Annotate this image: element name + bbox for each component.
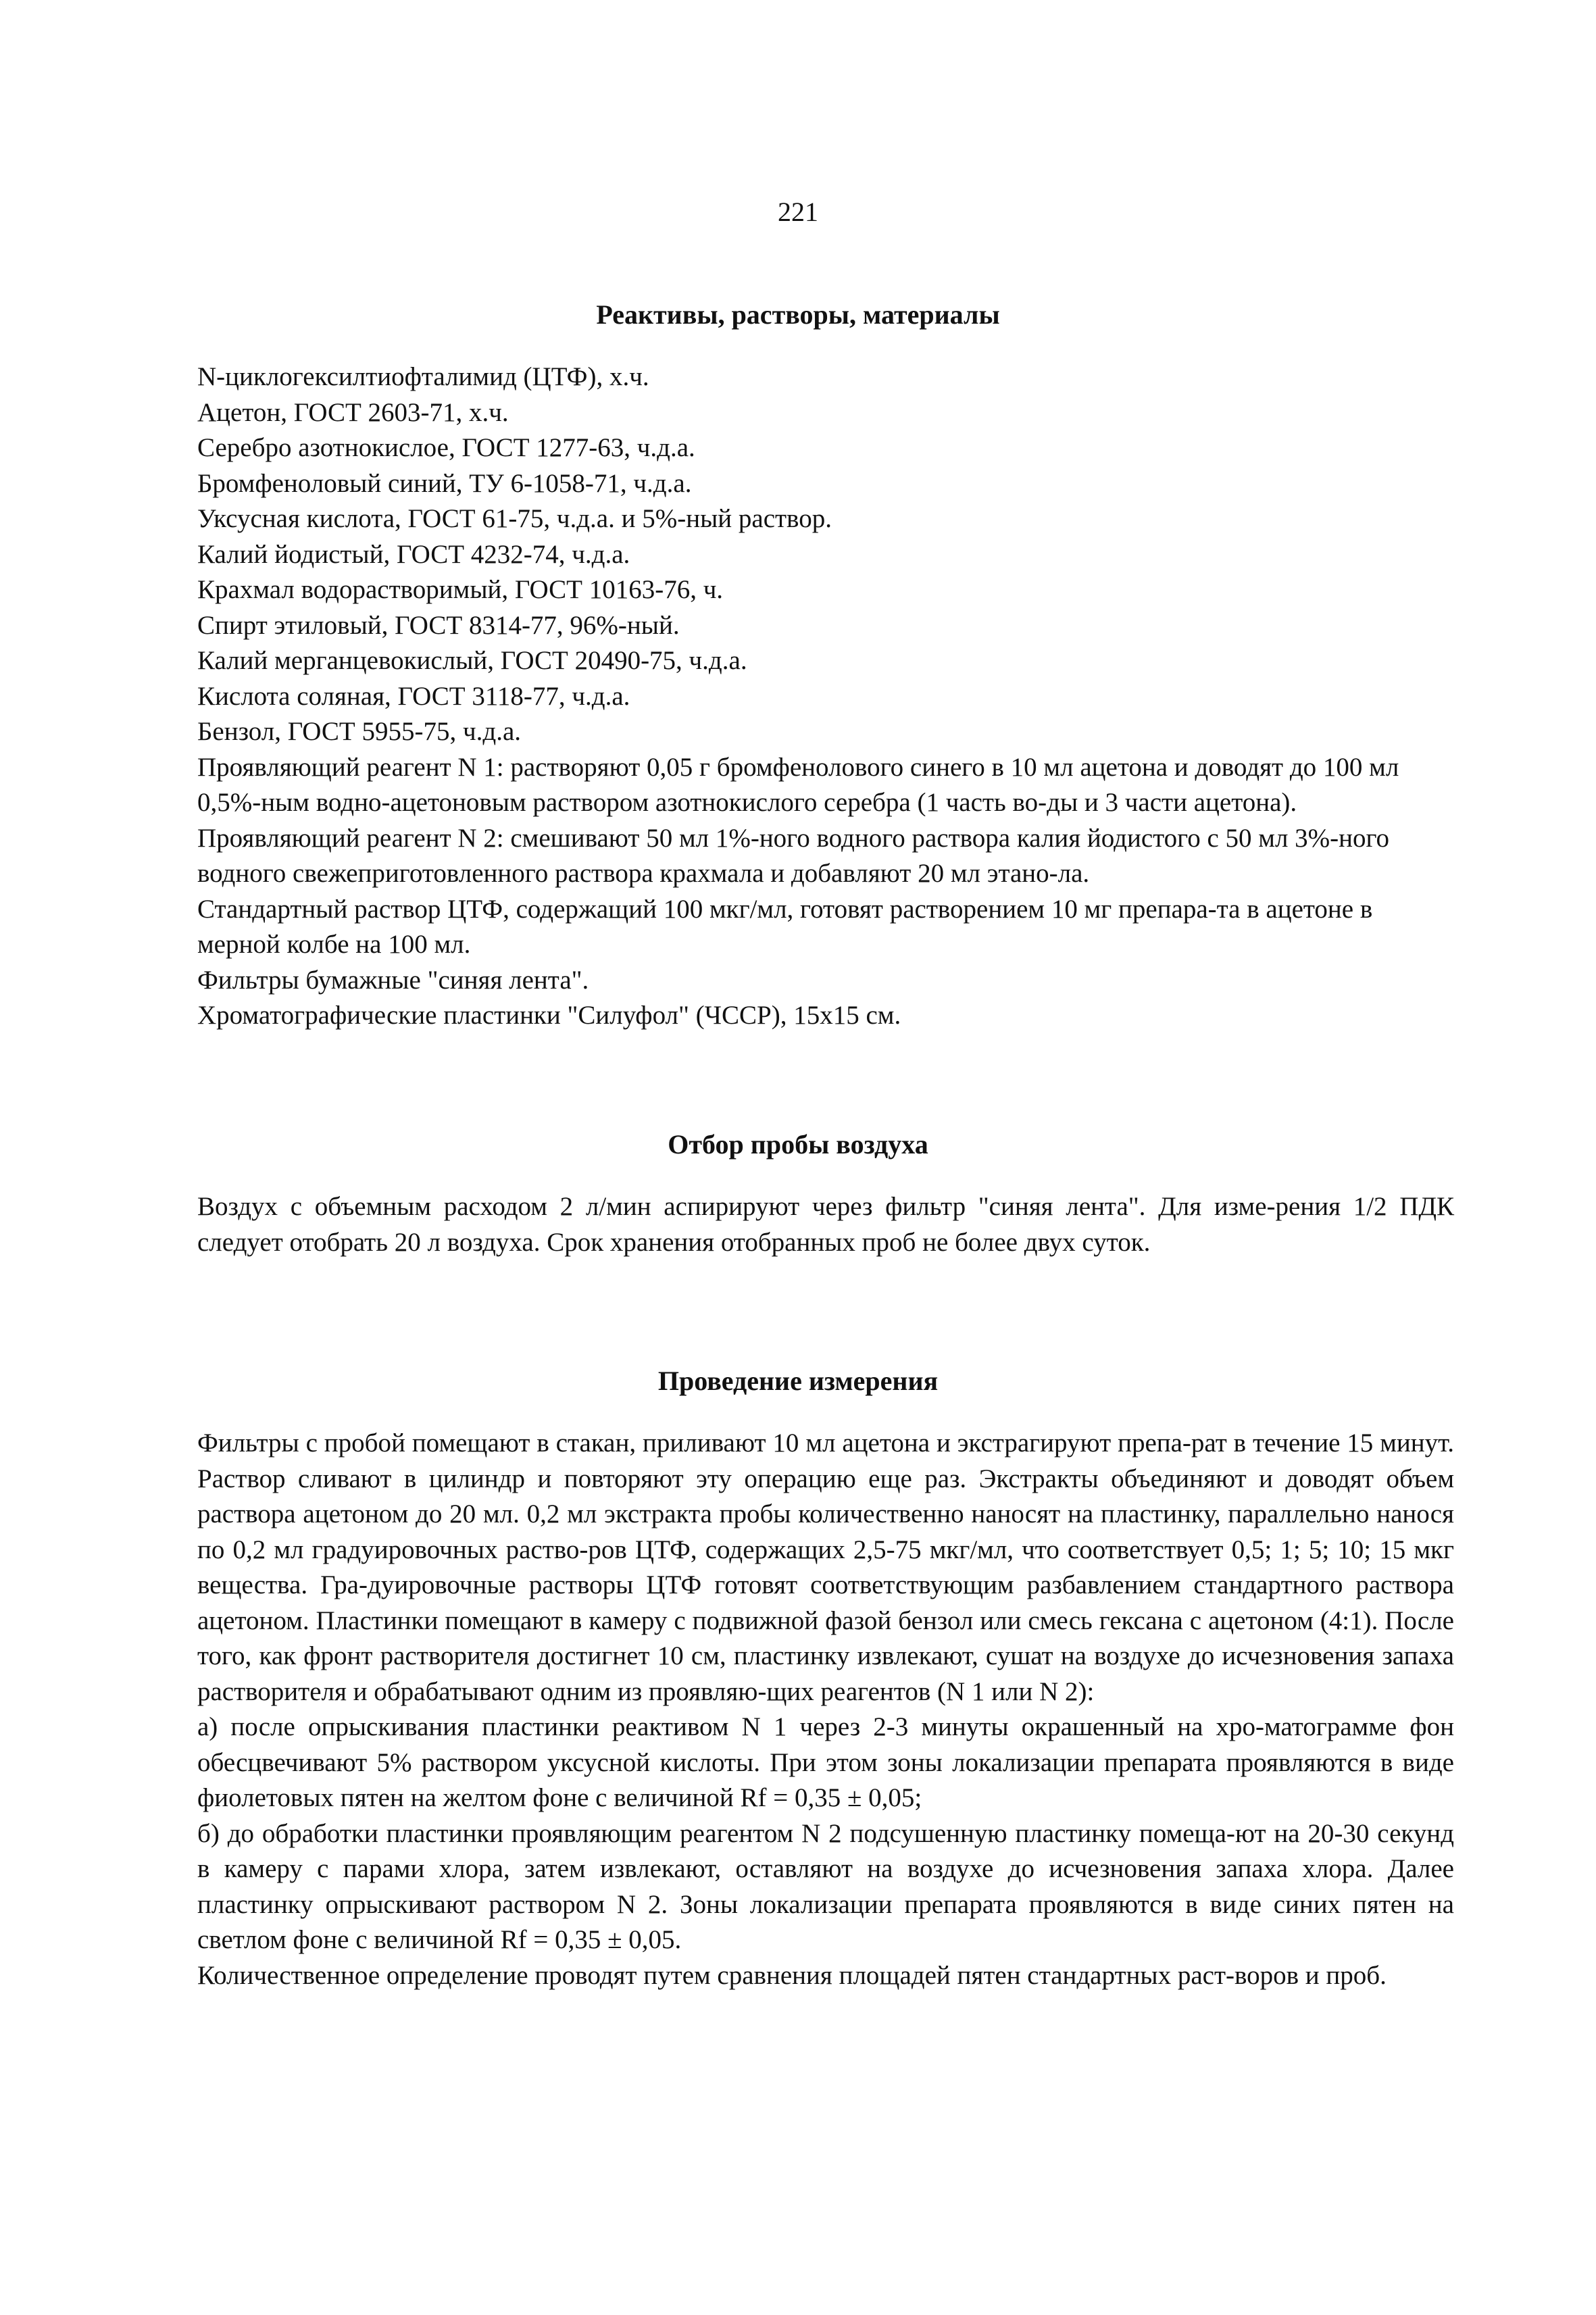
filters-paragraph: Фильтры бумажные "синяя лента". xyxy=(197,965,589,995)
reagent-item: Серебро азотнокислое, ГОСТ 1277-63, ч.д.а. xyxy=(197,433,695,462)
measurement-text xyxy=(197,1426,1454,1993)
section-title-measurement: Проведение измерения xyxy=(657,1366,939,1396)
reagent-item: Ацетон, ГОСТ 2603-71, х.ч. xyxy=(197,397,509,427)
standard-solution-paragraph: Стандартный раствор ЦТФ, содержащий 100 мкг/мл, готовят растворением 10 мг препара-та в ацетоне в мерной колбе на 100 мл. xyxy=(197,894,1373,959)
reagent-item: Бензол, ГОСТ 5955-75, ч.д.а. xyxy=(197,717,522,746)
reagent-item: Уксусная кислота, ГОСТ 61-75, ч.д.а. и 5%-ный раствор. xyxy=(197,504,832,533)
reagent-item: Бромфеноловый синий, ТУ 6-1058-71, ч.д.а. xyxy=(197,468,692,498)
section-title-reagents: Реактивы, растворы, материалы xyxy=(596,299,1000,330)
measurement-variant-b: б) до обработки пластинки проявляющим реагентом N 2 подсушенную пластинку помеща-ют на 20-30 секунд в камеру с парами хлора, затем извлекают, оставляют на воздухе до исчезновения запаха хлора. Далее пластинку опрыскивают раствором N 2. Зоны локализации препарата проявляются в виде синих пятен на светлом фоне с величиной Rf = 0,35 ± 0,05. xyxy=(197,1818,1454,1954)
reagent-item: Калий йодистый, ГОСТ 4232-74, ч.д.а. xyxy=(197,539,630,569)
section-title-sampling: Отбор пробы воздуха xyxy=(668,1129,928,1160)
reagent-item: Спирт этиловый, ГОСТ 8314-77, 96%-ный. xyxy=(197,610,680,640)
sampling-paragraph: Воздух с объемным расходом 2 л/мин аспирируют через фильтр "синяя лента". Для изме-рения 1/2 ПДК следует отобрать 20 л воздуха. Срок хранения отобранных проб не более двух суток. xyxy=(197,1192,1454,1257)
plates-paragraph: Хроматографические пластинки "Силуфол" (ЧССР), 15x15 см. xyxy=(197,1001,901,1030)
reagent-item: N-циклогексилтиофталимид (ЦТФ), х.ч. xyxy=(197,362,649,391)
measurement-variant-a: а) после опрыскивания пластинки реактивом N 1 через 2-3 минуты окрашенный на хро-матограмме фон обесцвечивают 5% раствором уксусной кислоты. При этом зоны локализации препарата проявляются в виде фиолетовых пятен на желтом фоне с величиной Rf = 0,35 ± 0,05; xyxy=(197,1712,1454,1812)
reagents-list xyxy=(197,359,1454,1034)
reagent-item: Калий мерганцевокислый, ГОСТ 20490-75, ч.д.а. xyxy=(197,646,747,675)
reagent-item: Крахмал водорастворимый, ГОСТ 10163-76, ч. xyxy=(197,575,724,604)
reagent-item: Кислота соляная, ГОСТ 3118-77, ч.д.а. xyxy=(197,681,630,711)
page-number: 221 xyxy=(778,197,818,227)
measurement-paragraph: Фильтры с пробой помещают в стакан, приливают 10 мл ацетона и экстрагируют препа-рат в течение 15 минут. Раствор сливают в цилиндр и повторяют эту операцию еще раз. Экстракты объединяют и доводят объем раствора ацетоном до 20 мл. 0,2 мл экстракта пробы количественно наносят на пластинку, параллельно нанося по 0,2 мл градуировочных раство-ров ЦТФ, содержащих 2,5-75 мкг/мл, что соответствует 0,5; 1; 5; 10; 15 мкг вещества. Гра-дуировочные растворы ЦТФ готовят соответствующим разбавлением стандартного раствора ацетоном. Пластинки помещают в камеру с подвижной фазой бензол или смесь гексана с ацетоном (4:1). После того, как фронт растворителя достигнет 10 см, пластинку извлекают, сушат на воздухе до исчезновения запаха растворителя и обрабатывают одним из проявляю-щих реагентов (N 1 или N 2): xyxy=(197,1428,1454,1706)
sampling-text xyxy=(197,1189,1454,1260)
developer-reagent-2-paragraph: Проявляющий реагент N 2: смешивают 50 мл 1%-ного водного раствора калия йодистого с 50 мл 3%-ного водного свежеприготовленного раствора крахмала и добавляют 20 мл этано-ла. xyxy=(197,823,1390,888)
developer-reagent-1-paragraph: Проявляющий реагент N 1: растворяют 0,05 г бромфенолового синего в 10 мл ацетона и доводят до 100 мл 0,5%-ным водно-ацетоновым раствором азотнокислого серебра (1 часть во-ды и 3 части ацетона). xyxy=(197,752,1399,817)
quantification-paragraph: Количественное определение проводят путем сравнения площадей пятен стандартных раст-воров и проб. xyxy=(197,1960,1387,1990)
